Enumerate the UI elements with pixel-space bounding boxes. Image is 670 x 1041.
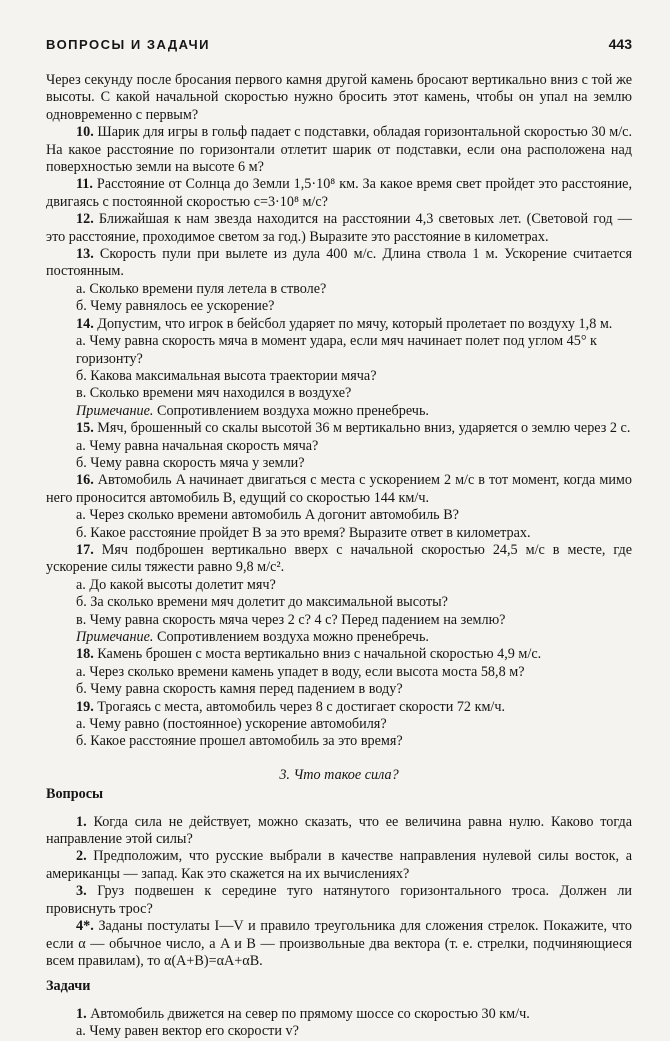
problem-17-part-b: б. За сколько времени мяч долетит до максимальной высоты? [76, 594, 448, 611]
problem-10 [46, 124, 632, 176]
task-number: 1. [76, 1005, 87, 1022]
problem-19-part-b: б. Какое расстояние прошел автомобиль за это время? [76, 733, 403, 750]
question-text: Предположим, что русские выбрали в качестве направления нулевой силы восток, а американцы — запад. Как это скажется на их вычислениях? [46, 848, 632, 882]
question-2 [46, 848, 632, 883]
questions-heading: Вопросы [46, 786, 104, 803]
problem-17-part-c: в. Чему равна скорость мяча через 2 с? 4 с? Перед падением на землю? [76, 611, 506, 628]
problem-15-part-b: б. Чему равна скорость мяча у земли? [76, 454, 305, 471]
problem-text: Скорость пули при вылете из дула 400 м/с. Длина ствола 1 м. Ускорение считается постоянным. [46, 246, 632, 280]
question-text: Когда сила не действует, можно сказать, что ее величина равна нулю. Каково тогда направление этой силы? [46, 813, 633, 848]
note-label: Примечание. [76, 402, 154, 419]
problem-number: 19. [76, 698, 94, 715]
problem-17 [46, 542, 632, 577]
question-number: 2. [76, 848, 87, 865]
question-4 [46, 918, 632, 970]
running-title: ВОПРОСЫ И ЗАДАЧИ [46, 37, 210, 52]
problem-number: 15. [76, 420, 94, 437]
problem-16-part-b: б. Какое расстояние пройдет B за это время? Выразите ответ в километрах. [76, 524, 531, 541]
problem-number: 14. [76, 315, 94, 332]
task-1-part-a: а. Чему равен вектор его скорости v? [76, 1023, 299, 1040]
note-label: Примечание. [76, 629, 154, 645]
problem-16-part-a: а. Через сколько времени автомобиль A догонит автомобиль B? [76, 507, 459, 524]
problem-12 [46, 211, 632, 246]
question-number: 4*. [76, 918, 94, 935]
problem-number: 16. [76, 472, 94, 489]
problem-continuation: Через секунду после бросания первого камня другой камень бросают вертикально вниз с той же высоты. С какой начальной скоростью нужно бросить этот камень, чтобы он упал на землю одновременно с первым? [46, 72, 632, 123]
section-title: 3. Что такое сила? [279, 766, 399, 783]
problem-15-part-a: а. Чему равна начальная скорость мяча? [76, 437, 319, 454]
problem-text: Расстояние от Солнца до Земли 1,5·10⁸ км. За какое время свет пройдет это расстояние, двигаясь с постоянной скоростью c=3·10⁸ м/с? [46, 176, 633, 210]
problem-17-part-a: а. До какой высоты долетит мяч? [76, 576, 276, 593]
problem-number: 10. [76, 124, 94, 141]
question-text: Груз подвешен к середине туго натянутого горизонтального троса. Должен ли провиснуть трос? [46, 883, 632, 917]
problem-text: Ближайшая к нам звезда находится на расстоянии 4,3 световых лет. (Световой год — это расстояние, проходимое светом за год.) Выразите это расстояние в километрах. [46, 211, 632, 245]
note-text: Сопротивлением воздуха можно пренебречь. [156, 402, 429, 419]
problem-14-note [46, 403, 632, 420]
task-1 [46, 1006, 632, 1023]
question-1 [46, 814, 632, 849]
problem-14 [46, 316, 632, 333]
problem-15 [46, 420, 632, 437]
problem-13 [46, 246, 632, 281]
question-3 [46, 883, 632, 918]
tasks-heading: Задачи [46, 978, 91, 995]
problem-17-note [46, 629, 632, 646]
page-number: 443 [608, 36, 632, 52]
problem-18-part-b: б. Чему равна скорость камня перед падением в воду? [76, 681, 403, 698]
problem-number: 12. [76, 211, 94, 228]
problem-14-part-a: а. Чему равна скорость мяча в момент удара, если мяч начинает полет под углом 45° к горизонту? [76, 333, 597, 367]
problem-number: 17. [76, 541, 94, 558]
question-number: 3. [76, 883, 87, 900]
problem-text: Мяч, брошенный со скалы высотой 36 м вертикально вниз, ударяется о землю через 2 с. [97, 420, 631, 437]
note-text: Сопротивлением воздуха можно пренебречь. [156, 629, 429, 645]
problem-number: 11. [76, 176, 93, 193]
problem-number: 13. [76, 246, 94, 263]
task-text: Автомобиль движется на север по прямому шоссе со скоростью 30 км/ч. [90, 1005, 530, 1022]
problem-number: 18. [76, 646, 94, 663]
question-number: 1. [76, 813, 87, 830]
problem-text: Автомобиль A начинает двигаться с места с ускорением 2 м/с в тот момент, когда мимо него проносится автомобиль B, едущий со скоростью 144 км/ч. [46, 472, 632, 506]
problem-text: Шарик для игры в гольф падает с подставки, обладая горизонтальной скоростью 30 м/с. На какое расстояние по горизонтали отлетит шарик от подставки, если она расположена над поверхностью земли на высоте 6 м? [46, 124, 632, 176]
problem-text: Камень брошен с моста вертикально вниз с начальной скоростью 4,9 м/с. [97, 646, 542, 663]
problem-19 [46, 699, 632, 716]
problem-14-part-c: в. Сколько времени мяч находился в воздухе? [76, 385, 352, 402]
question-text: Заданы постулаты I—V и правило треугольника для сложения стрелок. Покажите, что если α — обычное число, а A и B — произвольные два вектора (т. е. стрелки, подчиняющиеся всем правилам), то α(A+B)=αA+αB. [46, 918, 632, 969]
problem-18 [46, 646, 632, 663]
problem-16 [46, 472, 632, 507]
page-content [46, 72, 632, 1041]
problem-14-part-b: б. Какова максимальная высота траектории мяча? [76, 367, 377, 384]
problem-13-part-a: а. Сколько времени пуля летела в стволе? [76, 280, 327, 297]
problem-18-part-a: а. Через сколько времени камень упадет в воду, если высота моста 58,8 м? [76, 663, 525, 680]
problem-13-part-b: б. Чему равнялось ее ускорение? [76, 298, 275, 315]
problem-text: Допустим, что игрок в бейсбол ударяет по мячу, который пролетает по воздуху 1,8 м. [97, 315, 613, 332]
page-header [46, 36, 632, 56]
problem-11 [46, 176, 632, 211]
problem-text: Трогаясь с места, автомобиль через 8 с достигает скорости 72 км/ч. [97, 698, 506, 715]
problem-19-part-a: а. Чему равно (постоянное) ускорение автомобиля? [76, 716, 387, 733]
problem-text: Мяч подброшен вертикально вверх с начальной скоростью 24,5 м/с в месте, где ускорение силы тяжести равно 9,8 м/с². [46, 541, 632, 576]
